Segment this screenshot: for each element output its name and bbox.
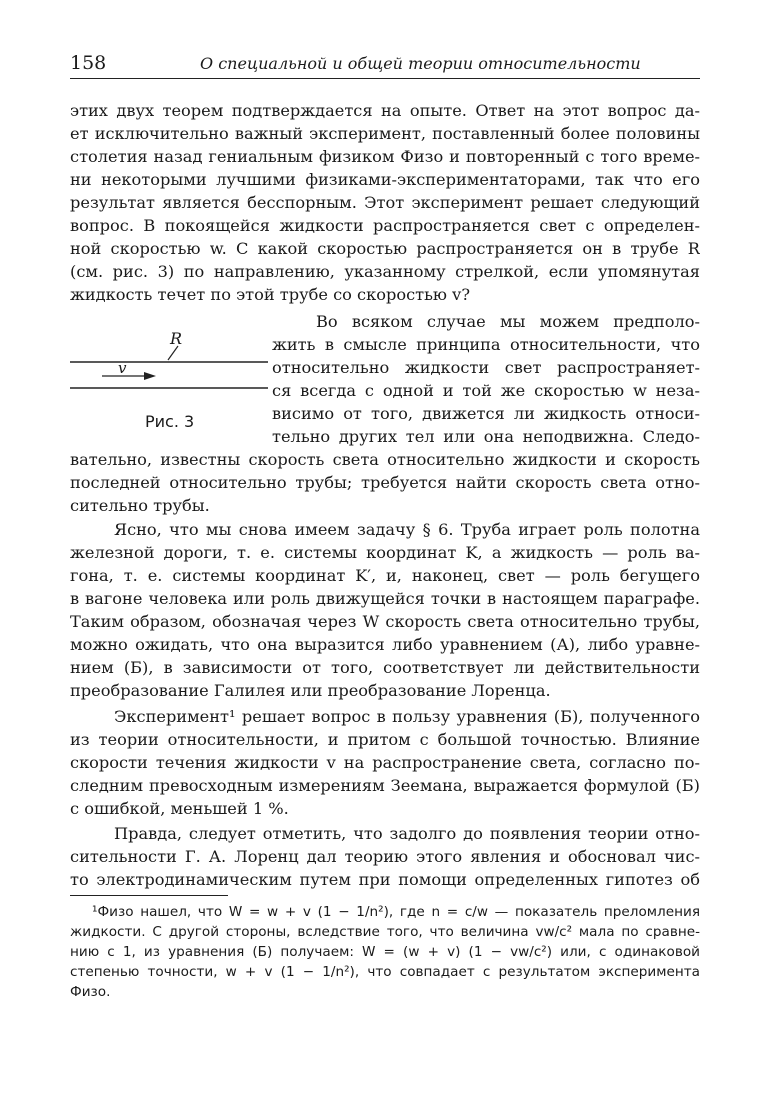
text-line: Ясно, что мы снова имеем задачу § 6. Труба играет роль полотна (114, 520, 700, 539)
footnote-divider (70, 895, 228, 896)
text-line: Правда, следует отметить, что задолго до появления теории отно- (114, 824, 700, 843)
text-line: железной дороги, т. е. системы координат K, а жидкость — роль ва- (70, 543, 700, 562)
tube-diagram (70, 328, 270, 408)
paragraph-3 (70, 518, 700, 702)
text-line: последней относительно трубы; требуется найти скорость света отно- (70, 473, 700, 492)
paragraph-5 (70, 822, 700, 891)
text-line: с ошибкой, меньшей 1 %. (70, 799, 289, 818)
text-line: ни некоторыми лучшими физиками-экспериментаторами, так что его (70, 170, 700, 189)
text-line: сительно трубы. (70, 496, 210, 515)
footnote-line: степенью точности, w + v (1 − 1/n²), что совпадает с результатом эксперимента (70, 964, 700, 980)
text-line: преобразование Галилея или преобразование Лоренца. (70, 681, 551, 700)
text-line: относительно жидкости свет распространяет- (272, 358, 700, 377)
text-line: (см. рис. 3) по направлению, указанному стрелкой, если упомянутая (70, 262, 700, 281)
text-line: столетия назад гениальным физиком Физо и повторенный с того време- (70, 147, 700, 166)
text-line: тельно других тел или она неподвижна. Следо- (272, 427, 700, 446)
text-line: Таким образом, обозначая через W скорость света относительно трубы, (70, 612, 700, 631)
text-line: скорости течения жидкости v на распространение света, согласно по- (70, 753, 700, 772)
paragraph-2-narrow (272, 310, 700, 448)
paragraph-2-wide (70, 448, 700, 517)
text-line: можно ожидать, что она выразится либо уравнением (А), либо уравне- (70, 635, 700, 654)
text-line: жить в смысле принципа относительности, что (272, 335, 700, 354)
footnote-line: Физо. (70, 984, 111, 1000)
text-line: ся всегда с одной и той же скоростью w неза- (272, 381, 700, 400)
footnote-line: нию с 1, из уравнения (Б) получаем: W = (w + v) (1 − vw/c²) или, с одинаковой (70, 944, 700, 960)
running-header (70, 50, 700, 79)
text-line: гона, т. е. системы координат K′, и, наконец, свет — роль бегущего (70, 566, 700, 585)
text-line: этих двух теорем подтверждается на опыте. Ответ на этот вопрос да- (70, 101, 700, 120)
text-line: сительности Г. А. Лоренц дал теорию этого явления и обосновал чис- (70, 847, 700, 866)
text-line: то электродинамическим путем при помощи определенных гипотез об (70, 870, 700, 889)
text-line: ной скоростью w. С какой скоростью распространяется он в трубе R (70, 239, 700, 258)
footnote (70, 902, 700, 1002)
label-R: R (170, 329, 183, 348)
figure-caption: Рис. 3 (145, 412, 195, 431)
text-line: ет исключительно важный эксперимент, поставленный более половины (70, 124, 700, 143)
label-v: v (118, 359, 127, 377)
text-line: результат является бесспорным. Этот эксперимент решает следующий (70, 193, 700, 212)
footnote-line: ¹Физо нашел, что W = w + v (1 − 1/n²), где n = c/w — показатель преломления (92, 904, 700, 920)
text-line: жидкость течет по этой трубе со скоростью v? (70, 285, 470, 304)
text-line: вательно, известны скорость света относительно жидкости и скорость (70, 450, 700, 469)
figure-3 (70, 328, 270, 438)
paragraph-1 (70, 99, 700, 306)
footnote-line: жидкости. С другой стороны, вследствие того, что величина vw/c² мала по сравне- (70, 924, 700, 940)
text-line: Во всяком случае мы можем предполо- (316, 312, 700, 331)
text-line: висимо от того, движется ли жидкость относи- (272, 404, 700, 423)
text-line: в вагоне человека или роль движущейся точки в настоящем параграфе. (70, 589, 700, 608)
arrow-right-icon (144, 372, 156, 380)
page-number: 158 (70, 52, 107, 74)
running-title: О специальной и общей теории относительности (200, 54, 641, 73)
text-line: вопрос. В покоящейся жидкости распространяется свет с определен- (70, 216, 700, 235)
text-line: следним превосходным измерениям Зеемана, выражается формулой (Б) (70, 776, 700, 795)
paragraph-4 (70, 705, 700, 820)
text-line: из теории относительности, и притом с большой точностью. Влияние (70, 730, 700, 749)
text-line: нием (Б), в зависимости от того, соответствует ли действительности (70, 658, 700, 677)
text-line: Эксперимент¹ решает вопрос в пользу уравнения (Б), полученного (114, 707, 700, 726)
